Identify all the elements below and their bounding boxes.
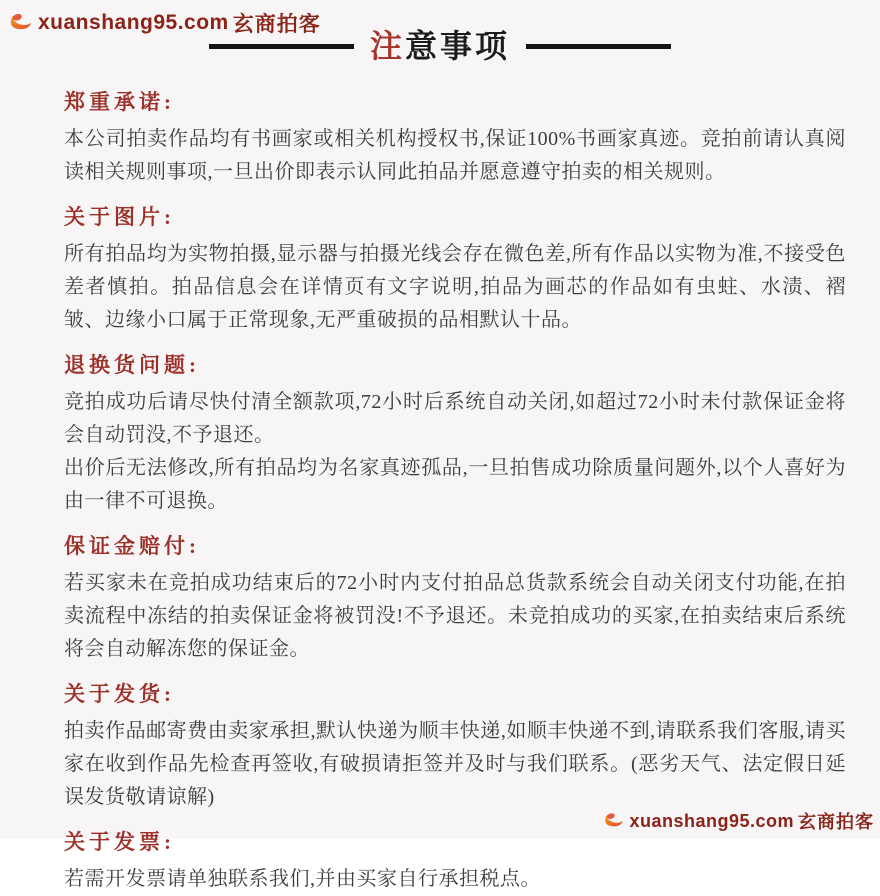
section-paragraph: 所有拍品均为实物拍摄,显示器与拍摄光线会存在微色差,所有作品以实物为准,不接受色差者慎拍。拍品信息会在详情页有文字说明,拍品为画芯的作品如有虫蛀、水渍、褶皱、边缘小口属于正常现象,无严重破损的品相默认十品。 xyxy=(64,243,846,331)
section-paragraph: 拍卖作品邮寄费由卖家承担,默认快递为顺丰快递,如顺丰快递不到,请联系我们客服,请买家在收到作品先检查再签收,有破损请拒签并及时与我们联系。(恶劣天气、法定假日延误发货敬请谅解) xyxy=(64,720,846,808)
notice-section xyxy=(64,204,846,337)
site-watermark-brand: 玄商拍客 xyxy=(798,812,874,832)
notice-section xyxy=(64,89,846,189)
section-paragraph: 竞拍成功后请尽快付清全额款项,72小时后系统自动关闭,如超过72小时未付款保证金将会自动罚没,不予退还。 xyxy=(64,391,846,446)
notice-section xyxy=(64,352,846,518)
flame-swoosh-icon xyxy=(8,9,34,37)
notice-section xyxy=(64,533,846,666)
site-logo xyxy=(8,8,321,38)
notice-section xyxy=(64,829,846,896)
site-logo-domain: xuanshang95.com xyxy=(38,11,229,34)
flame-swoosh-icon xyxy=(603,809,625,833)
page-title-rest: 意事项 xyxy=(405,28,511,64)
section-heading: 保证金赔付: xyxy=(64,534,200,558)
title-rule-left xyxy=(209,44,354,49)
notice-sections xyxy=(0,66,880,896)
title-rule-right xyxy=(526,44,671,49)
section-paragraph: 若需开发票请单独联系我们,并由买家自行承担税点。 xyxy=(64,868,541,890)
section-heading: 关于发票: xyxy=(64,830,175,854)
page-title-accent: 注 xyxy=(369,28,405,64)
section-heading: 郑重承诺: xyxy=(64,90,175,114)
site-watermark-domain: xuanshang95.com xyxy=(629,810,794,831)
section-paragraph: 本公司拍卖作品均有书画家或相关机构授权书,保证100%书画家真迹。竞拍前请认真阅读相关规则事项,一旦出价即表示认同此拍品并愿意遵守拍卖的相关规则。 xyxy=(64,128,846,183)
section-heading: 退换货问题: xyxy=(64,353,200,377)
section-heading: 关于图片: xyxy=(64,205,175,229)
section-paragraph: 出价后无法修改,所有拍品均为名家真迹孤品,一旦拍售成功除质量问题外,以个人喜好为由一律不可退换。 xyxy=(64,457,846,512)
site-logo-brand: 玄商拍客 xyxy=(232,13,321,36)
section-heading: 关于发货: xyxy=(64,682,175,706)
section-paragraph: 若买家未在竞拍成功结束后的72小时内支付拍品总货款系统会自动关闭支付功能,在拍卖流程中冻结的拍卖保证金将被罚没!不予退还。未竞拍成功的买家,在拍卖结束后系统将会自动解冻您的保证金。 xyxy=(64,572,846,660)
page-title xyxy=(370,30,510,62)
site-watermark xyxy=(603,808,874,834)
notice-section xyxy=(64,681,846,814)
